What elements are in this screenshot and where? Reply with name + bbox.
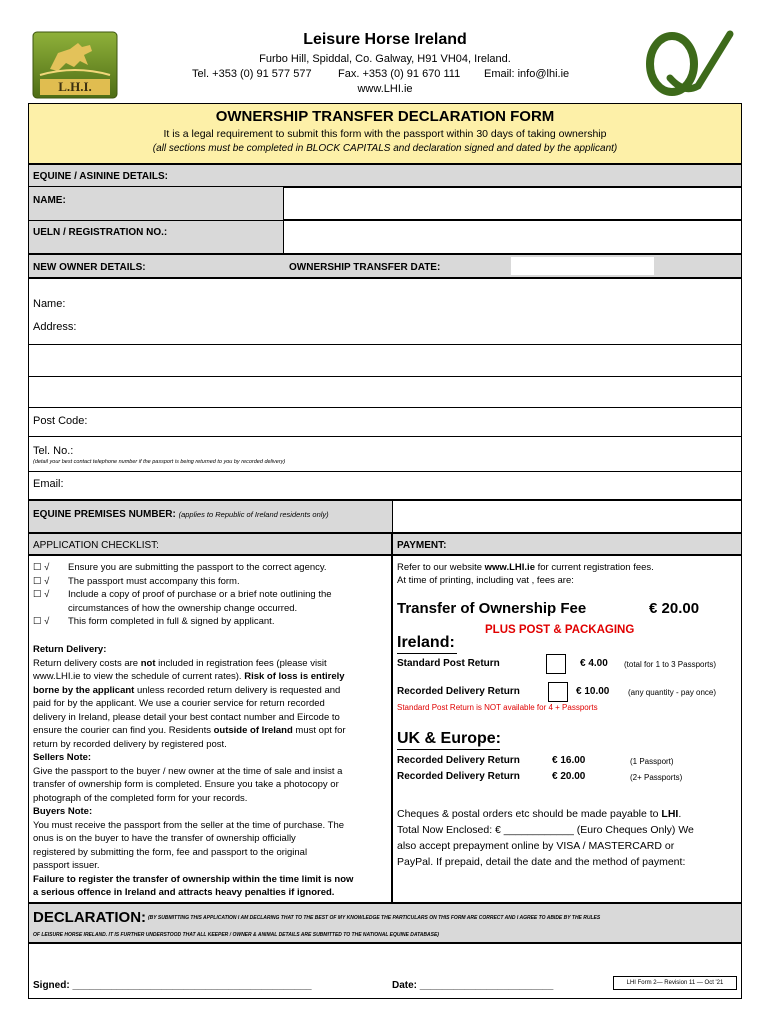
- premises-label: [33, 509, 329, 520]
- horse-name-label: NAME:: [33, 195, 66, 206]
- checklist-item[interactable]: ☐ √ Include a copy of proof of purchase or a brief note outlining the: [33, 589, 332, 600]
- declaration-text-2: OF LEISURE HORSE IRELAND. IT IS FURTHER UNDERSTOOD THAT ALL KEEPER / OWNER & ANIMAL DETAILS ARE SUBMITTED TO THE NATIONAL EQUINE DATABASE): [33, 932, 439, 938]
- buyers-line: onus is on the buyer to have the transfer of ownership officially: [33, 833, 296, 844]
- postcode-label: Post Code:: [33, 415, 88, 427]
- return-line: delivery in Ireland, please detail your best contact number and Eircode to: [33, 711, 340, 723]
- org-address: Furbo Hill, Spiddal, Co. Galway, H91 VH04, Ireland.: [259, 53, 511, 65]
- sellers-line: photograph of the completed form for your records.: [33, 792, 248, 804]
- checkbox-icon[interactable]: ☐ √: [33, 575, 50, 587]
- std-note: (total for 1 to 3 Passports): [624, 660, 717, 669]
- buyers-line: You must receive the passport from the seller at the time of purchase. The: [33, 819, 345, 831]
- date-field[interactable]: Date: ________________________: [392, 980, 554, 991]
- uk-heading: UK & Europe:: [397, 730, 501, 747]
- org-name: Leisure Horse Ireland: [303, 31, 467, 48]
- transfer-date-label: OWNERSHIP TRANSFER DATE:: [289, 262, 441, 273]
- uk2-note: (2+ Passports): [630, 773, 683, 782]
- failure-line: Failure to register the transfer of ownership within the time limit is now: [33, 873, 354, 885]
- uk1-price: € 16.00: [552, 755, 586, 766]
- uk1-note: (1 Passport): [630, 757, 674, 766]
- checklist-items: [33, 561, 389, 629]
- checkbox-icon[interactable]: ☐ √: [33, 616, 50, 627]
- checklist-item[interactable]: ☐ √ The passport must accompany this form.: [33, 575, 240, 587]
- premises-note: (applies to Republic of Ireland residents only): [178, 510, 329, 519]
- ueln-field[interactable]: [283, 220, 742, 254]
- form-title: OWNERSHIP TRANSFER DECLARATION FORM: [215, 108, 555, 125]
- return-line: ensure the courier can find you. Residents outside of Ireland must opt for: [33, 725, 346, 736]
- form-subtitle: It is a legal requirement to submit this form with the passport within 30 days of taking ownership: [163, 128, 607, 140]
- rec-price: € 10.00: [576, 686, 610, 697]
- equine-section-title: EQUINE / ASININE DETAILS:: [33, 171, 169, 182]
- std-price: € 4.00: [580, 658, 608, 669]
- sellers-title: Sellers Note:: [33, 752, 92, 763]
- revision-badge: LHI Form 2— Revision 11 — Oct '21: [613, 976, 737, 990]
- declaration-text-1: (BY SUBMITTING THIS APPLICATION I AM DECLARING THAT TO THE BEST OF MY KNOWLEDGE THE PARTICULARS ON THIS FORM ARE CORRECT AND I AGREE TO ABIDE BY THE RULES: [148, 915, 601, 921]
- return-line: borne by the applicant unless recorded return delivery is requested and: [33, 684, 341, 696]
- rec-note: (any quantity - pay once): [628, 688, 717, 697]
- logo-text: L.H.I.: [58, 79, 92, 94]
- buyers-title: Buyers Note:: [33, 806, 93, 817]
- org-fax: Fax. +353 (0) 91 670 111: [338, 68, 461, 80]
- org-email: Email: info@lhi.ie: [484, 68, 570, 80]
- buyers-line: registered by submitting the form, fee and passport to the original: [33, 846, 308, 858]
- payment-title: PAYMENT:: [397, 540, 447, 551]
- checkbox-icon[interactable]: ☐ √: [33, 562, 50, 573]
- payment-instructions: Cheques & postal orders etc should be made payable to LHI. Total Now Enclosed: € ____________ (Euro Cheques Only) We also accept prepayment online by VISA / MASTERCARD or PayPal. If prepaid, detail the date and the method of payment:: [397, 806, 742, 870]
- checklist-item[interactable]: ☐ √ Ensure you are submitting the passport to the correct agency.: [33, 562, 327, 573]
- signed-field[interactable]: Signed: ___________________________________________: [33, 980, 312, 991]
- checklist-item[interactable]: ☐ √ This form completed in full & signed by applicant.: [33, 616, 275, 627]
- q-mark-icon: [640, 28, 735, 103]
- email-label: Email:: [33, 478, 64, 490]
- total-enclosed[interactable]: Total Now Enclosed: € ____________ (Euro Cheques Only) We: [397, 824, 694, 836]
- tel-note: (detail your best contact telephone number if the passport is being returned to you by recorded delivery): [33, 459, 286, 465]
- payment-intro: Refer to our website www.LHI.ie for current registration fees. At time of printing, including vat , fees are:: [397, 562, 654, 586]
- return-line: Return delivery costs are not included in registration fees (please visit: [33, 657, 327, 669]
- uk2-label: Recorded Delivery Return: [397, 771, 520, 782]
- owner-details: [28, 278, 742, 500]
- owner-section-title: NEW OWNER DETAILS:: [33, 262, 146, 273]
- checklist-item-cont: circumstances of how the ownership change occurred.: [68, 602, 298, 614]
- return-line: return by recorded delivery by registered post.: [33, 738, 227, 750]
- fee-label: Transfer of Ownership Fee: [397, 600, 587, 617]
- org-website: www.LHI.ie: [357, 83, 413, 95]
- owner-address-label: Address:: [33, 321, 77, 333]
- std-label: Standard Post Return: [397, 658, 500, 669]
- ireland-heading: Ireland:: [397, 634, 455, 651]
- std-checkbox[interactable]: [546, 654, 566, 674]
- failure-line: a serious offence in Ireland and attracts heavy penalties if ignored.: [33, 887, 335, 898]
- ueln-label: UELN / REGISTRATION NO.:: [33, 227, 168, 238]
- notes-text: [33, 643, 393, 900]
- uk1-label: Recorded Delivery Return: [397, 755, 520, 766]
- checkbox-icon[interactable]: ☐ √: [33, 589, 50, 600]
- form-note: (all sections must be completed in BLOCK CAPITALS and declaration signed and dated by the applicant): [152, 143, 618, 154]
- sellers-line: Give the passport to the buyer / new owner at the time of sale and insist a: [33, 765, 343, 777]
- return-line: paid for by the applicant. We use a courier service for return recorded: [33, 698, 325, 709]
- owner-name-label: Name:: [33, 298, 66, 310]
- org-tel: Tel. +353 (0) 91 577 577: [192, 68, 312, 80]
- checklist-title: APPLICATION CHECKLIST:: [33, 540, 159, 551]
- plus-post: PLUS POST & PACKAGING: [485, 624, 635, 636]
- horse-name-field[interactable]: [283, 187, 742, 220]
- premises-label-text: EQUINE PREMISES NUMBER:: [33, 509, 176, 520]
- tel-label: Tel. No.:: [33, 445, 74, 457]
- return-line: www.LHI.ie to view the schedule of current rates). Risk of loss is entirely: [33, 671, 345, 682]
- return-title: Return Delivery:: [33, 644, 107, 655]
- rec-label: Recorded Delivery Return: [397, 686, 520, 697]
- buyers-line: passport issuer.: [33, 860, 100, 871]
- sellers-line: transfer of ownership form is completed. Ensure you take a photocopy or: [33, 779, 339, 790]
- declaration-title: DECLARATION:: [33, 909, 147, 926]
- fee-value: € 20.00: [649, 600, 700, 617]
- premises-field[interactable]: [392, 500, 742, 533]
- transfer-date-field[interactable]: [511, 257, 654, 275]
- uk2-price: € 20.00: [552, 771, 586, 782]
- rec-checkbox[interactable]: [548, 682, 568, 702]
- std-warning: Standard Post Return is NOT available for 4 + Passports: [397, 703, 598, 712]
